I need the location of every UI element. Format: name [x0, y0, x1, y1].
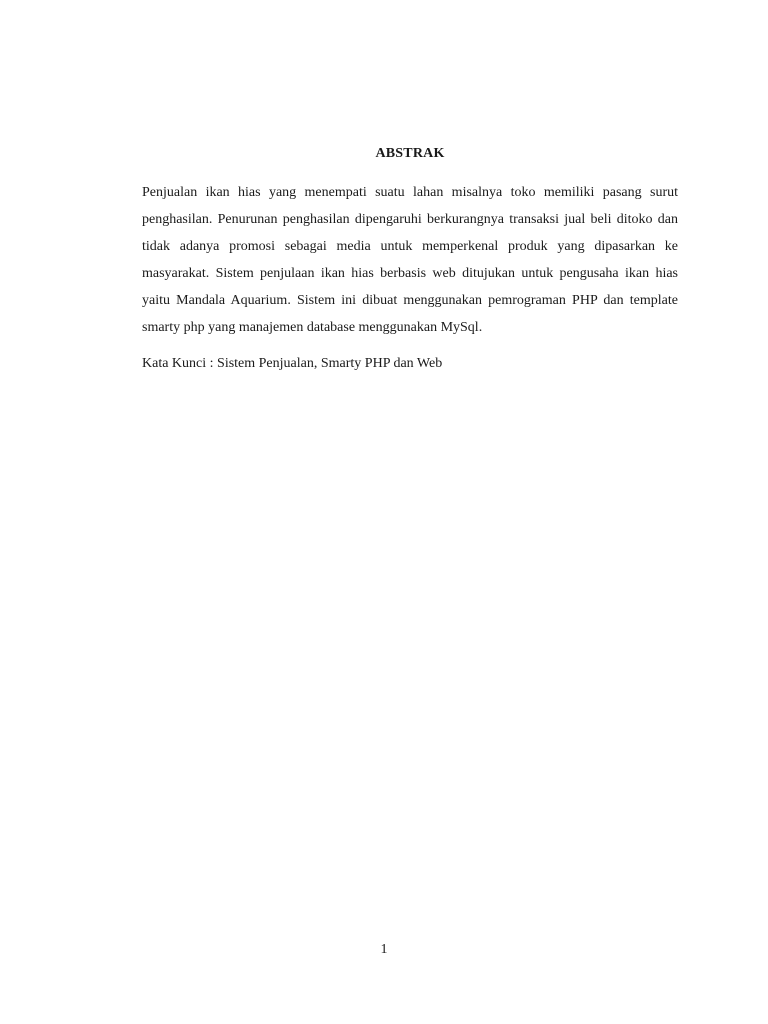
page-content: [142, 146, 678, 374]
abstract-title: ABSTRAK: [375, 146, 445, 161]
abstract-paragraph: Penjualan ikan hias yang menempati suatu lahan misalnya toko memiliki pasang surut penghasilan. Penurunan penghasilan dipengaruhi berkurangnya transaksi jual beli ditoko dan tidak adanya promosi sebagai media untuk memperkenal produk yang dipasarkan ke masyarakat. Sistem penjulaan ikan hias berbasis web ditujukan untuk pengusaha ikan hias yaitu Mandala Aquarium. Sistem ini dibuat menggunakan pemrograman PHP dan template smarty php yang manajemen database menggunakan MySql.: [142, 185, 678, 335]
page-number: 1: [380, 942, 388, 957]
keywords-line: Kata Kunci : Sistem Penjualan, Smarty PHP dan Web: [142, 356, 443, 371]
